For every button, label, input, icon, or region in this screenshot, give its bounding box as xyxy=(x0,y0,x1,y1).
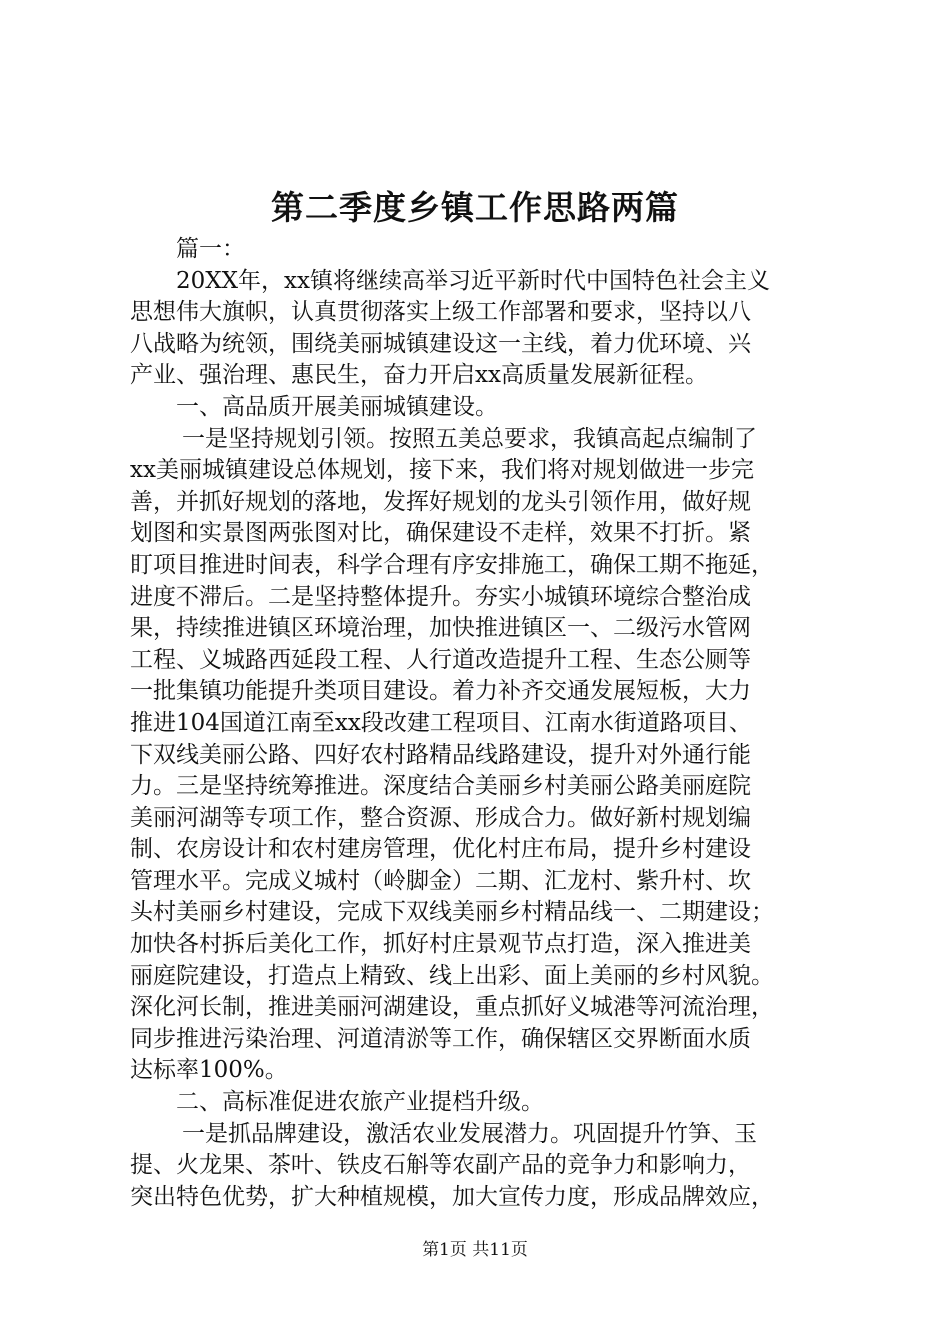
paragraph-line: 下双线美丽公路、四好农村路精品线路建设，提升对外通行能 xyxy=(130,741,751,768)
paragraph-line: 美丽河湖等专项工作，整合资源、形成合力。做好新村规划编 xyxy=(130,804,751,831)
paragraph-line: 丽庭院建设，打造点上精致、线上出彩、面上美丽的乡村风貌。 xyxy=(130,962,774,989)
paragraph-line: 盯项目推进时间表，科学合理有序安排施工，确保工期不拖延， xyxy=(130,551,774,578)
paragraph-line: 一是坚持规划引领。按照五美总要求，我镇高起点编制了 xyxy=(182,425,757,452)
paragraph-line: xx美丽城镇建设总体规划，接下来，我们将对规划做进一步完 xyxy=(130,457,754,484)
paragraph-line: 加快各村拆后美化工作，抓好村庄景观节点打造，深入推进美 xyxy=(130,931,751,958)
paragraph-line: 突出特色优势，扩大种植规模，加大宣传力度，形成品牌效应， xyxy=(130,1183,774,1210)
paragraph-line: 推进104国道江南至xx段改建工程项目、江南水街道路项目、 xyxy=(130,709,752,736)
paragraph-line: 进度不滞后。二是坚持整体提升。夯实小城镇环境综合整治成 xyxy=(130,583,751,610)
paragraph-line: 一是抓品牌建设，激活农业发展潜力。巩固提升竹笋、玉 xyxy=(182,1120,757,1147)
paragraph-line: 20XX年，xx镇将继续高举习近平新时代中国特色社会主义 xyxy=(176,267,770,294)
page-footer: 第1页 共11页 xyxy=(422,1240,528,1260)
paragraph-line: 深化河长制，推进美丽河湖建设，重点抓好义城港等河流治理， xyxy=(130,994,774,1021)
paragraph-line: 一批集镇功能提升类项目建设。着力补齐交通发展短板，大力 xyxy=(130,678,751,705)
paragraph-line: 头村美丽乡村建设，完成下双线美丽乡村精品线一、二期建设； xyxy=(130,899,774,926)
paragraph-line: 划图和实景图两张图对比，确保建设不走样，效果不打折。紧 xyxy=(130,520,751,547)
paragraph-line: 工程、义城路西延段工程、人行道改造提升工程、生态公厕等 xyxy=(130,646,751,673)
section-heading: 一、高品质开展美丽城镇建设。 xyxy=(176,393,498,420)
document-body xyxy=(130,234,830,1213)
paragraph-line: 篇一： xyxy=(176,236,245,262)
paragraph-line: 思想伟大旗帜，认真贯彻落实上级工作部署和要求，坚持以八 xyxy=(130,299,751,326)
paragraph-line: 提、火龙果、茶叶、铁皮石斛等农副产品的竞争力和影响力， xyxy=(130,1152,751,1179)
paragraph-line: 达标率100%。 xyxy=(130,1057,288,1084)
section-heading: 二、高标准促进农旅产业提档升级。 xyxy=(176,1089,544,1116)
paragraph-line: 制、农房设计和农村建房管理，优化村庄布局，提升乡村建设 xyxy=(130,836,751,863)
document-title: 第二季度乡镇工作思路两篇 xyxy=(271,188,679,227)
paragraph-line: 善，并抓好规划的落地，发挥好规划的龙头引领作用，做好规 xyxy=(130,488,751,515)
paragraph-line: 力。三是坚持统筹推进。深度结合美丽乡村美丽公路美丽庭院 xyxy=(130,773,751,800)
paragraph-line: 果，持续推进镇区环境治理，加快推进镇区一、二级污水管网 xyxy=(130,615,751,642)
paragraph-line: 八战略为统领，围绕美丽城镇建设这一主线，着力优环境、兴 xyxy=(130,330,751,357)
paragraph-line: 同步推进污染治理、河道清淤等工作，确保辖区交界断面水质 xyxy=(130,1025,751,1052)
paragraph-line: 管理水平。完成义城村（岭脚金）二期、汇龙村、紫升村、坎 xyxy=(130,867,751,894)
paragraph-line: 产业、强治理、惠民生，奋力开启xx高质量发展新征程。 xyxy=(130,362,708,389)
